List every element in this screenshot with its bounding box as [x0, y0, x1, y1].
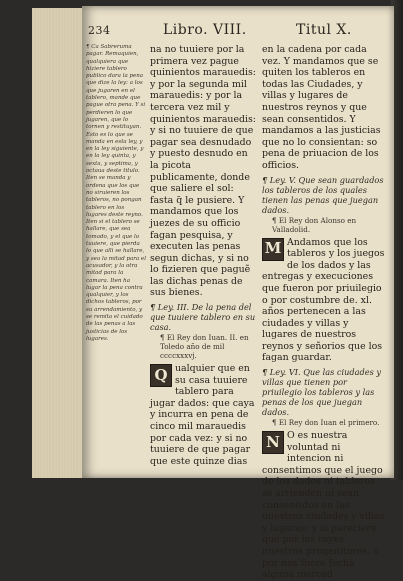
- margin-note: ¶ Ca Sabreruma pagar. Remaquien, qualquiera que hiziere tablero publico dara la pena que dize la ley: a los que jugaren en el tablero, mande que pague otra pena. Y si perdieren lo que jugaren, que lo tornen y restituyan. Esto es lo que se manda en esta ley, y en la ley siguiente, y en la ley quinta, y sexta, y septima, y octaua deste titulo. Iten se manda y ordena que los que no siruieren los tableros, no pongan tablero en los lugares deste reyno. Iten si el tablero se hallare, que sea tomado, y el que lo tuuiere, que pierda lo que alli se hallare, y sea la mitad para el acusador, y la otra mitad para la camara. Iten ha lugar la pena contra qualquier, y los dichos tableros, por su arrendamiento, y se remita el cuidado de las penas a las justicias de los lugares.: [86, 44, 146, 342]
- running-header-titulo: Titul X.: [296, 22, 352, 38]
- law-source: ¶ El Rey don Iuan. II. en Toledo año de mil ccccxxxvj.: [160, 333, 249, 361]
- law-source: ¶ El Rey don Iuan el primero.: [272, 418, 380, 428]
- law-text-body: ualquier que en su casa tuuiere tablero para jugar dados: que caya y incurra en pena de cinco mil marauedis por cada vez: y si no tuuiere de que pagar que este quinze dias: [150, 363, 255, 467]
- margin-notes: [86, 44, 146, 464]
- folio-number: 234: [88, 24, 111, 37]
- decorated-initial: N: [262, 431, 284, 454]
- decorated-initial: Q: [150, 364, 172, 387]
- law-heading: ¶ Ley. VI. Que las ciudades y villas que tienen por priuilegio los tableros y las penas de los que juegan dados.: [262, 367, 382, 418]
- law-text: [262, 237, 386, 365]
- law-text-body: O es nuestra voluntad ni intencion ni consentimos que el juego de los dados ni tableros se arrienden ni sean consentidos en las nuestras ciudades y villas y lugares: y si pareciere que por los reyes nuestros progenitores: o por nos fuere fecha alguna merced: [262, 430, 385, 581]
- text-column-2: [262, 44, 386, 581]
- law-text-body: Andamos que los tableros y los juegos de los dados y las entregas y execuciones que fueron por priuilegio o por costumbre de. xl. años pertenecen a las ciudades y villas y lugares de nuestros reynos y señorios que los fagan guardar.: [262, 236, 385, 364]
- running-header-book: Libro. VIII.: [163, 22, 247, 38]
- law-heading: ¶ Ley. V. Que sean guardados los tableros de los quales tienen las penas que juegan dados.: [262, 174, 384, 215]
- decorated-initial: M: [262, 238, 284, 261]
- law-text: [150, 363, 256, 467]
- law-heading: ¶ Ley. III. De la pena del que tuuiere tablero en su casa.: [150, 302, 256, 333]
- paragraph: na no tuuiere por la primera vez pague quinientos marauedis: y por la segunda mil marauedis: y por la tercera vez mil y quinientos marauedis: y si no tuuiere de que pagar sea desnudado y puesto desnudo en la picota publicamente, donde que saliere el sol: fasta q̃ le pusiere. Y mandamos que los juezes de su officio fagan pesquisa, y executen las penas segun dichas, y si no lo fizieren que paguẽ las dichas penas de sus bienes.: [150, 44, 256, 299]
- law-source: ¶ El Rey don Alonso en Valladolid.: [272, 215, 357, 234]
- paragraph: en la cadena por cada vez. Y mandamos que se quiten los tableros en todas las Ciudades, y villas y lugares de nuestros reynos y que sean consentidos. Y mandamos a las justicias que no lo consientan: so pena de priuacion de los officios.: [262, 44, 381, 171]
- text-column-1: [150, 44, 256, 472]
- law-text: [262, 430, 386, 581]
